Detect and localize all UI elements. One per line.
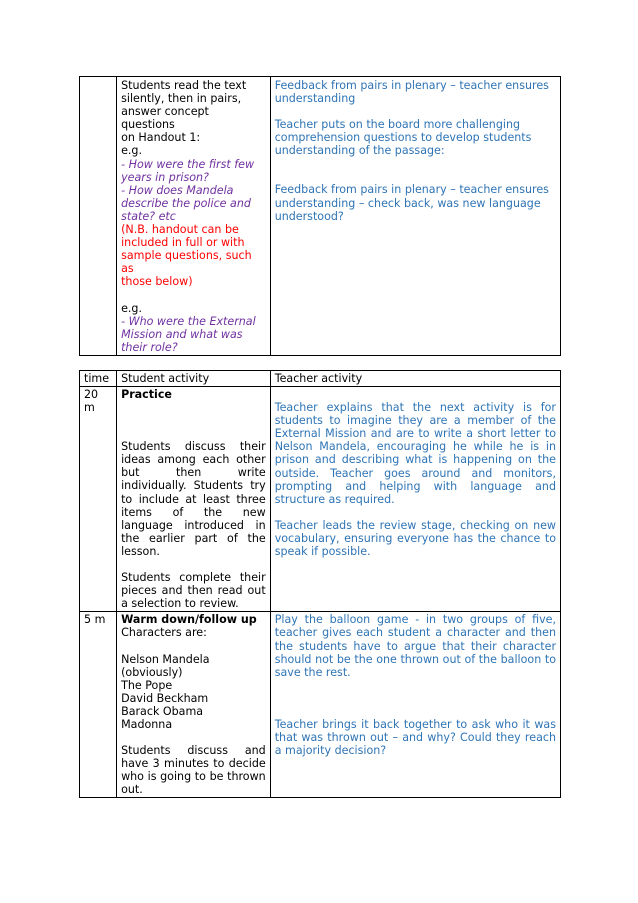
- teacher-note: Teacher puts on the board more challenging comprehension questions to develop students understanding of the passage:: [274, 118, 532, 158]
- table-row: [80, 77, 561, 356]
- student-activity-cell: [117, 612, 271, 798]
- example-question: - Who were the External Mission and what was their role?: [121, 314, 256, 354]
- teacher-note: Feedback from pairs in plenary – teacher ensures understanding: [274, 79, 549, 106]
- example-question: - How does Mandela describe the police and state? etc: [121, 183, 251, 223]
- teacher-activity-cell: [270, 387, 560, 612]
- time-cell: 20 m: [80, 387, 117, 612]
- student-activity-text: Students discuss and have 3 minutes to decide who is going to be thrown out.: [121, 744, 266, 797]
- teacher-activity-text: Teacher explains that the next activity is for students to imagine they are a member of the External Mission and are to write a short letter to Nelson Mandela, encouraging he while he is in prison and describing what is happening on the outside. Teacher goes around and monitors, prompting and helping with language and structure as required.: [274, 401, 556, 506]
- table-row: [80, 387, 561, 612]
- teacher-activity-text: Play the balloon game - in two groups of five, teacher gives each student a character and then the students have to argue that their character should not be the one thrown out of the balloon to save the rest.: [274, 613, 556, 679]
- example-label: e.g.: [121, 301, 142, 315]
- teacher-activity-text: Teacher leads the review stage, checking on new vocabulary, ensuring everyone has the chance to speak if possible.: [274, 518, 556, 559]
- teacher-note: Feedback from pairs in plenary – teacher ensures understanding – check back, was new language understood?: [274, 183, 549, 223]
- column-header-student: Student activity: [117, 371, 271, 387]
- characters-label: Characters are:: [121, 626, 207, 640]
- student-activity-cell: [117, 77, 271, 356]
- stage-title: Practice: [121, 388, 172, 402]
- handout-note: (N.B. handout can be included in full or with sample questions, such as those below): [121, 223, 252, 289]
- teacher-activity-cell: [270, 612, 560, 798]
- student-activity-text: Students discuss their ideas among each other but then write individually. Students try to include at least three items of the new language introduced in the earlier part of the lesson.: [121, 440, 266, 558]
- student-activity-text: Students complete their pieces and then read out a selection to review.: [121, 571, 266, 611]
- table-header-row: [80, 371, 561, 387]
- student-instruction: Students read the text silently, then in pairs, answer concept questions on Handout 1:: [121, 79, 247, 145]
- teacher-activity-cell: [270, 77, 560, 356]
- table-row: [80, 612, 561, 798]
- teacher-activity-text: Teacher brings it back together to ask who it was that was thrown out – and why? Could they reach a majority decision?: [274, 717, 556, 757]
- time-cell: 5 m: [80, 612, 117, 798]
- student-activity-cell: [117, 387, 271, 612]
- character-list: Nelson Mandela (obviously) The Pope David Beckham Barack Obama Madonna: [121, 652, 210, 731]
- example-label: e.g.: [121, 144, 142, 158]
- stage-title: Warm down/follow up: [121, 613, 257, 627]
- lesson-plan-table: [79, 370, 561, 798]
- activity-table-continued: [79, 76, 561, 356]
- column-header-time: time: [80, 371, 117, 387]
- time-cell: [80, 77, 117, 356]
- example-question: - How were the first few years in prison?: [121, 157, 255, 184]
- column-header-teacher: Teacher activity: [270, 371, 560, 387]
